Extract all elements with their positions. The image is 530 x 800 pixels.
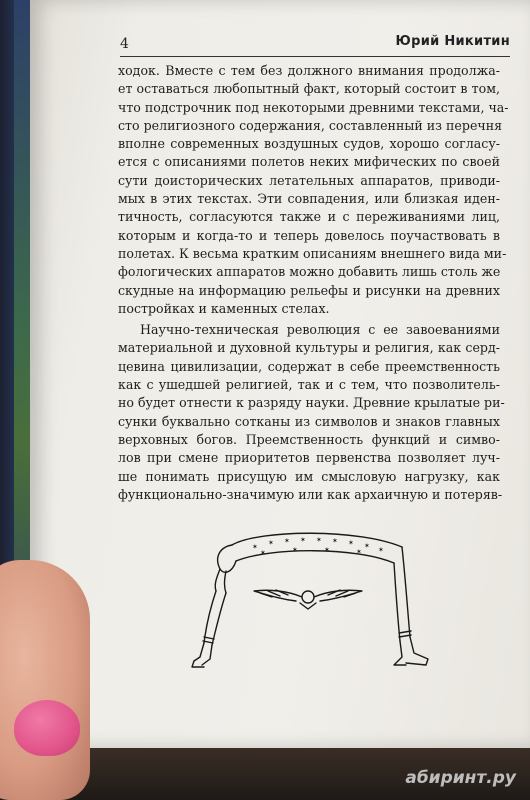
text-line: сто религиозного содержания, составленный из перечня [118,117,503,133]
svg-text:✶: ✶ [300,536,306,544]
svg-text:✶: ✶ [284,537,290,545]
svg-text:✶: ✶ [356,548,362,556]
svg-text:✶: ✶ [364,542,370,550]
text-line: которым и когда-то и теперь довелось поучаствовать в [118,227,500,243]
nut-goddess-illustration [180,525,440,685]
svg-text:✶: ✶ [268,539,274,547]
page-header [120,30,510,57]
text-line: лов при смене приоритетов первенства позволяет луч- [118,450,500,466]
text-line: вполне современных воздушных судов, хорошо согласу- [118,136,500,152]
svg-text:✶: ✶ [332,537,338,545]
svg-text:✶: ✶ [292,546,298,554]
text-line: материальной и духовной культуры и религия, как серд- [118,340,500,356]
svg-text:✶: ✶ [252,543,258,551]
text-line: ет оставаться любопытный факт, который состоит в том, [118,81,500,97]
text-line: ше понимать присущую им смысловую нагрузку, как [118,468,500,484]
text-line: как с ушедшей религией, так и с тем, что позволитель- [118,377,500,393]
text-line: но будет отнести к разряду науки. Древние крылатые ри- [118,395,505,411]
watermark: абиринт.ру [405,768,516,788]
nut-goddess-icon [180,525,440,685]
hand-thumb [0,560,90,800]
text-line: скудные на информацию рельефы и рисунки на древних [118,282,500,298]
svg-text:✶: ✶ [378,546,384,554]
text-line: полетах. К весьма кратким описаниям внешнего вида ми- [118,245,507,261]
text-line: функционально-значимую или как архаичную и потеряв- [118,486,503,502]
text-line: Научно-техническая революция с ее завоеваниями [140,322,500,338]
body-text [118,62,509,504]
svg-text:✶: ✶ [316,536,322,544]
text-line: ется с описаниями полетов неких мифических по своей [118,154,500,170]
text-line: фологических аппаратов можно добавить лишь столь же [118,264,501,280]
text-line: постройках и каменных стелах. [118,300,330,316]
running-title: Юрий Никитин [395,34,510,49]
page-number: 4 [120,36,129,52]
text-line: сунки буквально сотканы из символов и знаков главных [118,413,500,429]
text-line: ходок. Вместе с тем без должного внимания продолжа- [118,63,500,78]
svg-text:✶: ✶ [260,549,266,557]
svg-text:✶: ✶ [324,546,330,554]
text-line: тичность, согласуются также и с переживаниями лиц, [118,209,500,225]
text-line: цевина цивилизации, содержат в себе преемственность [118,358,500,374]
thumb-nail [14,700,80,756]
text-line: мых в этих текстах. Эти совпадения, или близкая иден- [118,191,500,207]
text-line: что подстрочник под некоторыми древними текстами, ча- [118,99,509,115]
text-line: верховных богов. Преемственность функций и симво- [118,431,500,447]
text-line: сути доисторических летательных аппаратов, приводи- [118,172,500,188]
svg-text:✶: ✶ [348,539,354,547]
